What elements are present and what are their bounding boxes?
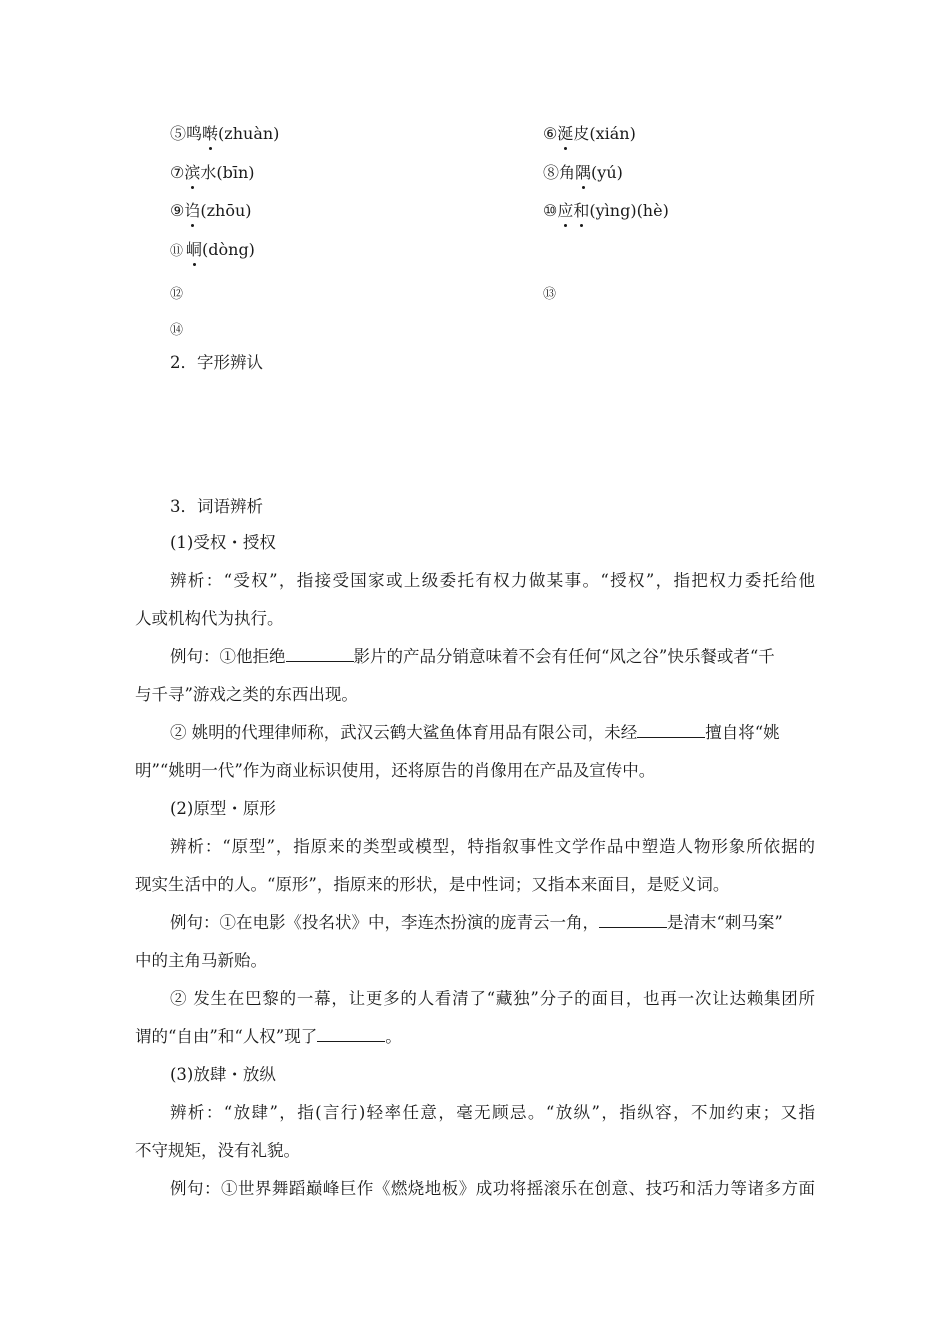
example-text: 谓的“自由”和“人权”现了 。 (135, 1027, 402, 1046)
analysis-text: 辨析：“受权”，指接受国家或上级委托有权力做某事。“授权”，指把权力委托给他 (170, 571, 815, 590)
example-text: ② 发生在巴黎的一幕，让更多的人看清了“藏独”分子的面目，也再一次让达赖集团所 (170, 989, 815, 1008)
example-text: 中的主角马新贻。 (135, 951, 267, 970)
analysis-text: 现实生活中的人。“原形”，指原来的形状，是中性词；又指本来面目，是贬义词。 (135, 875, 730, 894)
example-text: 与千寻”游戏之类的东西出现。 (135, 685, 358, 704)
fill-blank (286, 647, 354, 662)
pinyin-item: ⑩应和(yìng)(hè) (543, 201, 669, 220)
section-heading: 3．词语辨析 (170, 497, 263, 516)
pinyin-item: ⑤鸣啭(zhuàn) (170, 124, 280, 143)
pinyin-item: ⑫ (170, 287, 184, 302)
example-text: 例句：①他拒绝 影片的产品分销意味着不会有任何“风之谷”快乐餐或者“千 (170, 647, 775, 666)
pinyin-item: ⑦滨水(bīn) (170, 163, 255, 182)
analysis-text: 辨析：“放肆”，指(言行)轻率任意，毫无顾忌。“放纵”，指纵容，不加约束；又指 (170, 1103, 815, 1122)
example-text: 明”“姚明一代”作为商业标识使用，还将原告的肖像用在产品及宣传中。 (135, 761, 656, 780)
example-text: 例句：①世界舞蹈巅峰巨作《燃烧地板》成功将摇滚乐在创意、技巧和活力等诸多方面 (170, 1179, 815, 1198)
analysis-text: 辨析：“原型”，指原来的类型或模型，特指叙事性文学作品中塑造人物形象所依据的 (170, 837, 815, 856)
section-heading: 2．字形辨认 (170, 353, 263, 372)
pinyin-item: ⑥涎皮(xián) (543, 124, 636, 143)
analysis-text: 不守规矩，没有礼貌。 (135, 1141, 300, 1160)
fill-blank (599, 913, 667, 928)
pinyin-item: ⑪ 峒(dòng) (170, 240, 255, 259)
sub-heading: (3)放肆・放纵 (170, 1065, 276, 1084)
example-text: 例句：①在电影《投名状》中，李连杰扮演的庞青云一角， 是清末“刺马案” (170, 913, 783, 932)
fill-blank (637, 723, 705, 738)
sub-heading: (1)受权・授权 (170, 533, 276, 552)
analysis-text: 人或机构代为执行。 (135, 609, 284, 628)
example-text: ② 姚明的代理律师称，武汉云鹤大鲨鱼体育用品有限公司，未经 擅自将“姚 (170, 723, 780, 742)
sub-heading: (2)原型・原形 (170, 799, 276, 818)
pinyin-item: ⑧角隅(yú) (543, 163, 623, 182)
pinyin-item: ⑭ (170, 323, 184, 338)
pinyin-item: ⑬ (543, 287, 557, 302)
pinyin-item: ⑨诌(zhōu) (170, 201, 252, 220)
fill-blank (317, 1027, 385, 1042)
